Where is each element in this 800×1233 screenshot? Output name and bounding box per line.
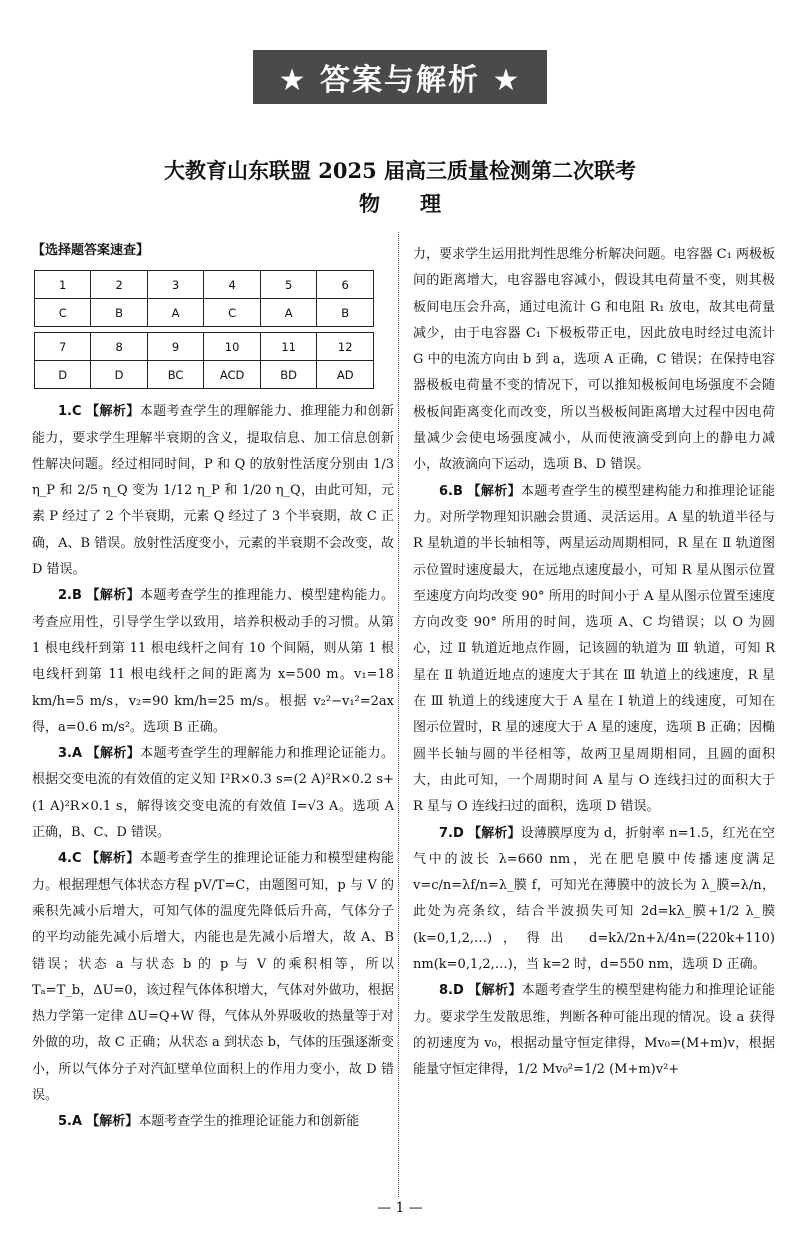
- table-row: [35, 299, 374, 327]
- explanation-text: 本题考查学生的理解能力和推理论证能力。根据交变电流的有效值的定义知 I²R×0.3 s=(2 A)²R×0.2 s+(1 A)²R×0.1 s，解得该交变电流的有效值 I=√3 A。选项 A 正确，B、C、D 错误。: [32, 746, 394, 841]
- table-cell: D: [35, 361, 91, 389]
- explanation-q3: [32, 741, 394, 846]
- explanation-q7: [413, 821, 775, 979]
- right-column: [413, 242, 775, 1084]
- table-cell: BC: [147, 361, 204, 389]
- table-cell: C: [35, 299, 91, 327]
- table-cell: 3: [147, 271, 204, 299]
- analysis-tag: 【解析】: [86, 404, 140, 420]
- question-number: 6.B: [439, 483, 463, 499]
- table-cell: 11: [260, 333, 317, 361]
- section-banner: ★ 答案与解析 ★: [253, 50, 547, 104]
- table-cell: AD: [317, 361, 374, 389]
- table-cell: 6: [317, 271, 374, 299]
- table-row: [35, 271, 374, 299]
- analysis-tag: 【解析】: [468, 983, 522, 999]
- explanation-q6: [413, 479, 775, 821]
- table-cell: 2: [91, 271, 147, 299]
- analysis-tag: 【解析】: [86, 1114, 139, 1130]
- question-number: 5.A: [58, 1114, 83, 1130]
- explanation-q1: [32, 399, 394, 583]
- table-row: [35, 361, 374, 389]
- table-cell: 8: [91, 333, 147, 361]
- question-number: 2.B: [58, 588, 82, 604]
- analysis-tag: 【解析】: [467, 483, 521, 499]
- explanation-text: 本题考查学生的模型建构能力和推理论证能力。要求学生发散思维，判断各种可能出现的情况。设 a 获得的初速度为 v₀，根据动量守恒定律得，Mv₀=(M+m)v，根据能量守恒定律得，1/2 Mv₀²=1/2 (M+m)v²+: [413, 983, 775, 1078]
- explanation-text: 本题考查学生的模型建构能力和推理论证能力。对所学物理知识融会贯通、灵活运用。A 星的轨道半径与 R 星轨道的半长轴相等，两星运动周期相同，R 星在 Ⅱ 轨道图示位置时速度最大，在远地点速度最小，可知 R 星从图示位置至速度方向均改变 90° 所用的时间小于 A 星从图示位置至速度方向改变 90° 所用的时间，选项 A、C 均错误；以 O 为圆心，过 Ⅱ 轨道近地点作圆，记该圆的轨道为 Ⅲ 轨道，可知 R 星在 Ⅱ 轨道近地点的速度大于其在 Ⅲ 轨道上的线速度，R 星在 Ⅲ 轨道上的线速度大于 A 星在 Ⅰ 轨道上的线速度，可知在图示位置时，R 星的速度大于 A 星的速度，选项 B 正确；因椭圆半长轴与圆的半径相等，故两卫星周期相同，且圆的面积大，由此可知，一个周期时间 A 星与 O 连线扫过的面积大于 R 星与 O 连线扫过的面积，选项 D 错误。: [413, 483, 775, 815]
- exam-title: 大教育山东联盟 2025 届高三质量检测第二次联考: [163, 158, 637, 183]
- quick-answer-title: 【选择题答案速查】: [32, 243, 150, 258]
- analysis-tag: 【解析】: [86, 588, 140, 604]
- explanation-text: 本题考查学生的理解能力、推理能力和创新能力，要求学生理解半衰期的含义，提取信息、加工信息创新性解决问题。经过相同时间，P 和 Q 的放射性活度分别由 1/3 η_P 和 2/5 η_Q 变为 1/12 η_P 和 1/20 η_Q，由此可知，元素 P 经过了 2 个半衰期，元素 Q 经过了 3 个半衰期，故 C 正确，A、B 错误。放射性活度变小，元素的半衰期不会改变，故 D 错误。: [32, 404, 394, 578]
- page-number: — 1 —: [377, 1200, 423, 1216]
- table-cell: 10: [204, 333, 261, 361]
- explanation-q4: [32, 846, 394, 1109]
- table-cell: BD: [260, 361, 317, 389]
- table-cell: 1: [35, 271, 91, 299]
- question-number: 7.D: [439, 825, 464, 841]
- left-column: [32, 238, 394, 1136]
- table-cell: 7: [35, 333, 91, 361]
- subject-title: 物理: [359, 191, 481, 216]
- question-number: 1.C: [58, 404, 82, 420]
- column-divider: [398, 232, 399, 1197]
- table-cell: 4: [204, 271, 261, 299]
- table-cell: C: [204, 299, 261, 327]
- question-number: 4.C: [58, 851, 82, 867]
- table-cell: D: [91, 361, 147, 389]
- table-cell: 12: [317, 333, 374, 361]
- explanation-text: 本题考查学生的推理论证能力和创新能: [138, 1114, 360, 1130]
- analysis-tag: 【解析】: [86, 746, 141, 762]
- analysis-tag: 【解析】: [86, 851, 140, 867]
- table-cell: A: [147, 299, 204, 327]
- table-cell: B: [317, 299, 374, 327]
- table-cell: ACD: [204, 361, 261, 389]
- explanation-q5-continued: [413, 242, 775, 479]
- question-number: 8.D: [439, 983, 464, 999]
- explanation-text: 设薄膜厚度为 d，折射率 n=1.5，红光在空气中的波长 λ=660 nm，光在肥皂膜中传播速度满足 v=c/n=λf/n=λ_膜 f，可知光在薄膜中的波长为 λ_膜=λ/n，此处为亮条纹，结合半波损失可知 2d=kλ_膜+1/2 λ_膜 (k=0,1,2,…)，得出 d=kλ/2n+λ/4n=(220k+110) nm(k=0,1,2,…)，当 k=2 时，d=550 nm，选项 D 正确。: [413, 825, 775, 973]
- explanation-text: 本题考查学生的推理能力、模型建构能力。考查应用性，引导学生学以致用，培养积极动手的习惯。从第 1 根电线杆到第 11 根电线杆之间有 10 个间隔，则从第 1 根电线杆到第 11 根电线杆之间的距离为 x=500 m。v₁=18 km/h=5 m/s，v₂=90 km/h=25 m/s。根据 v₂²−v₁²=2ax 得，a=0.6 m/s²。选项 B 正确。: [32, 588, 394, 735]
- answer-table: [34, 270, 374, 389]
- table-cell: 9: [147, 333, 204, 361]
- question-number: 3.A: [58, 746, 83, 762]
- explanation-q5-start: [32, 1109, 394, 1135]
- explanation-q8: [413, 978, 775, 1083]
- analysis-tag: 【解析】: [468, 825, 521, 841]
- explanation-text: 力，要求学生运用批判性思维分析解决问题。电容器 C₁ 两极板间的距离增大，电容器电容减小，假设其电荷量不变，则其极板间电压会升高，通过电流计 G 和电阻 R₁ 放电，故其电荷量减少，由于电容器 C₁ 下极板带正电，因此放电时经过电流计 G 中的电流方向由 b 到 a，选项 A 正确，C 错误；在保持电容器极板电荷量不变的情况下，可以推知极板间电场强度不会随极板间距离变化而改变，所以当极板间距离增大过程中因电荷量减少会使电场强度减小，从而使液滴受到向上的静电力减小，故液滴向下运动，选项 B、D 错误。: [413, 247, 775, 473]
- table-cell: B: [91, 299, 147, 327]
- table-row: [35, 333, 374, 361]
- explanation-text: 本题考查学生的推理论证能力和模型建构能力。根据理想气体状态方程 pV/T=C，由题图可知，p 与 V 的乘积先减小后增大，可知气体的温度先降低后升高，气体分子的平均动能先减小后增大，内能也是先减小后增大，故 A、B 错误；状态 a 与状态 b 的 p 与 V 的乘积相等，所以 Tₐ=T_b，ΔU=0，该过程气体体积增大，气体对外做功，根据热力学第一定律 ΔU=Q+W 得，气体从外界吸收的热量等于对外做的功，故 C 正确；从状态 a 到状态 b，气体的压强逐渐变小，所以气体分子对汽缸壁单位面积上的作用力变小，故 D 错误。: [32, 851, 394, 1104]
- table-cell: A: [260, 299, 317, 327]
- explanation-q2: [32, 583, 394, 741]
- table-cell: 5: [260, 271, 317, 299]
